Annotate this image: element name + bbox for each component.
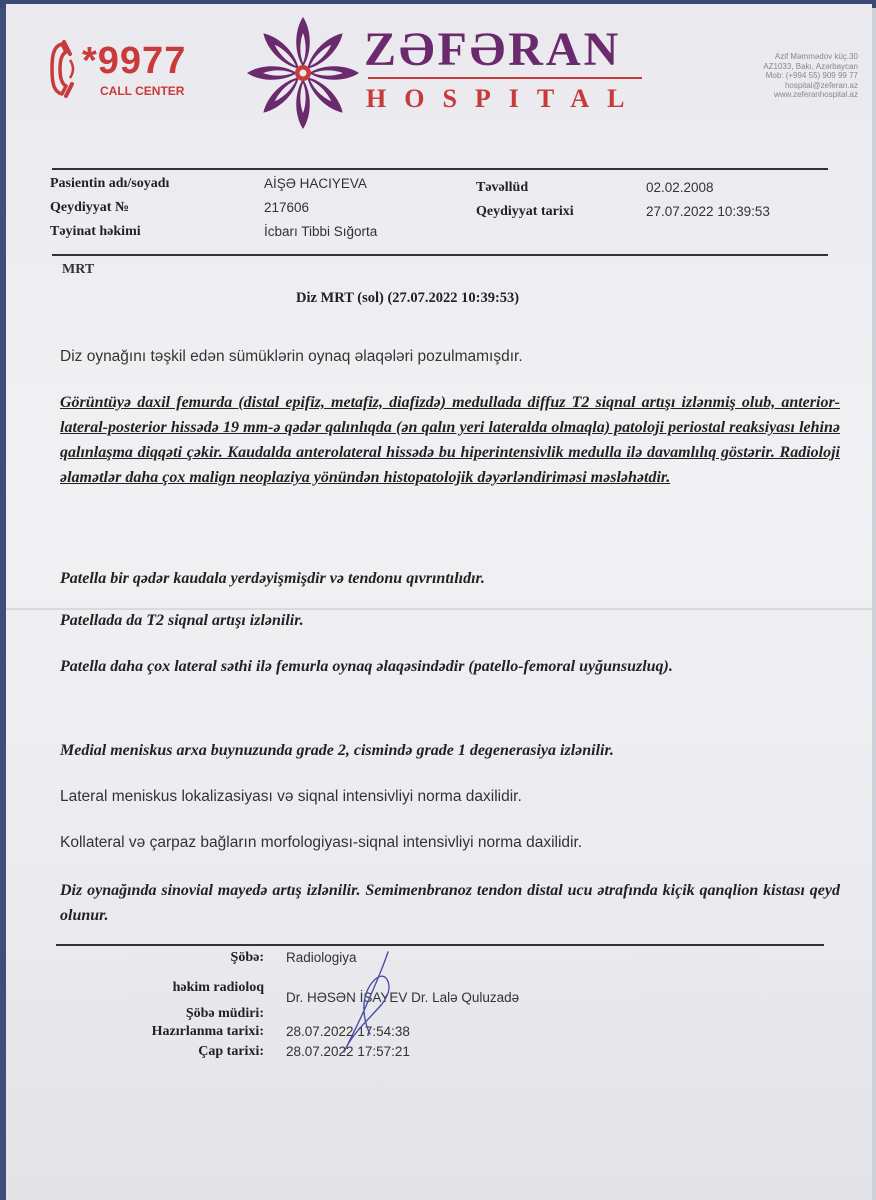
call-center-number: *9977 bbox=[82, 40, 187, 82]
print-date-value: 28.07.2022 17:57:21 bbox=[286, 1044, 410, 1059]
radiologist-label: həkim radioloq bbox=[172, 980, 264, 995]
address-line: www.zeferanhospital.az bbox=[773, 90, 858, 99]
finding-paragraph: Medial meniskus arxa buynuzunda grade 2, cismində grade 1 degenerasiya izlənilir. bbox=[60, 742, 614, 759]
exam-title: Diz MRT (sol) (27.07.2022 10:39:53) bbox=[296, 290, 520, 306]
birth-label: Təvəllüd bbox=[476, 180, 529, 195]
finding-paragraph: Patella daha çox lateral səthi ilə femurla oynaq əlaqəsindədir (patello-femoral uyğunsuzluq). bbox=[60, 658, 673, 675]
radiologist-value: Dr. HƏSƏN İSAYEV Dr. Lalə Quluzadə bbox=[286, 990, 520, 1005]
patient-name-value: AİŞƏ HACIYEVA bbox=[264, 176, 367, 191]
address-line: Azif Məmmədov küç.30 bbox=[774, 52, 858, 61]
address-line: AZ1033, Bakı, Azərbaycan bbox=[763, 61, 858, 71]
finding-paragraph: Patella bir qədər kaudala yerdəyişmişdir və tendonu qıvrıntılıdır. bbox=[60, 570, 485, 587]
hospital-subtitle: HOSPITAL bbox=[366, 84, 643, 113]
divider-top bbox=[52, 168, 828, 170]
print-date-label: Çap tarixi: bbox=[198, 1044, 264, 1059]
hospital-address bbox=[698, 52, 858, 100]
finding-paragraph: Diz oynağını təşkil edən sümüklərin oynaq əlaqələri pozulmamışdır. bbox=[60, 348, 523, 365]
finding-paragraph: Patellada da T2 siqnal artışı izlənilir. bbox=[60, 612, 304, 629]
hospital-name: ZƏFƏRAN bbox=[364, 23, 622, 76]
patient-name-label: Pasientin adı/soyadı bbox=[50, 176, 170, 191]
logo-divider bbox=[368, 77, 642, 79]
report-footer bbox=[66, 948, 826, 1068]
letterhead bbox=[6, 4, 872, 154]
finding-paragraph: Lateral meniskus lokalizasiyası və siqnal intensivliyi norma daxilidir. bbox=[60, 788, 522, 805]
finding-paragraph: Diz oynağında sinovial mayedə artış izlənilir. Semimenbranoz tendon distal ucu ətrafında kiçik qanqlion kistası qeyd olunur. bbox=[60, 882, 840, 924]
call-center bbox=[50, 40, 210, 110]
prep-date-label: Hazırlanma tarixi: bbox=[151, 1024, 264, 1039]
section-title: MRT bbox=[62, 262, 95, 277]
divider-middle bbox=[52, 254, 828, 256]
dept-label: Şöbə: bbox=[230, 950, 264, 965]
doctor-value: İcbarı Tibbi Sığorta bbox=[264, 224, 378, 239]
address-line: hospital@zeferan.az bbox=[784, 80, 858, 90]
signature-mark bbox=[326, 948, 416, 1058]
prep-date-value: 28.07.2022 17:54:38 bbox=[286, 1024, 410, 1039]
report-sheet bbox=[6, 4, 872, 1200]
head-label: Şöbə müdiri: bbox=[185, 1006, 264, 1021]
finding-paragraph: Kollateral və çarpaz bağların morfologiyası-siqnal intensivliyi norma daxilidir. bbox=[60, 834, 583, 851]
phone-icon bbox=[50, 40, 80, 98]
birth-value: 02.02.2008 bbox=[646, 180, 714, 195]
doctor-label: Təyinat həkimi bbox=[50, 224, 141, 239]
finding-paragraph: Görüntüyə daxil femurda (distal epifiz, metafiz, diafizdə) medullada diffuz T2 siqnal artışı izlənmiş olub, anterior-lateral-posterior hissədə 19 mm-ə qədər qalınlıqda (ən qalın yeri lateralda olmaqla) patoloji periostal reaksiyası lehinə qalınlaşma diqqəti çəkir. Kaudalda anterolateral hissədə bu hiperintensivlik medulla ilə davamlılıq göstərir. Radioloji əlamətlər daha çox malign neoplaziya yönündən histopatolojik dəyərləndiriməsi məsləhətdir. bbox=[60, 394, 840, 486]
reg-no-value: 217606 bbox=[264, 200, 310, 215]
flower-logo-icon bbox=[244, 14, 362, 132]
patient-info bbox=[50, 174, 830, 244]
dept-value: Radiologiya bbox=[286, 950, 357, 965]
reg-date-label: Qeydiyyat tarixi bbox=[476, 204, 574, 219]
reg-date-value: 27.07.2022 10:39:53 bbox=[646, 204, 770, 219]
call-center-label: CALL CENTER bbox=[100, 84, 185, 98]
reg-no-label: Qeydiyyat № bbox=[50, 200, 130, 215]
divider-bottom bbox=[56, 944, 824, 946]
address-line: Mob: (+994 55) 909 99 77 bbox=[765, 71, 858, 80]
